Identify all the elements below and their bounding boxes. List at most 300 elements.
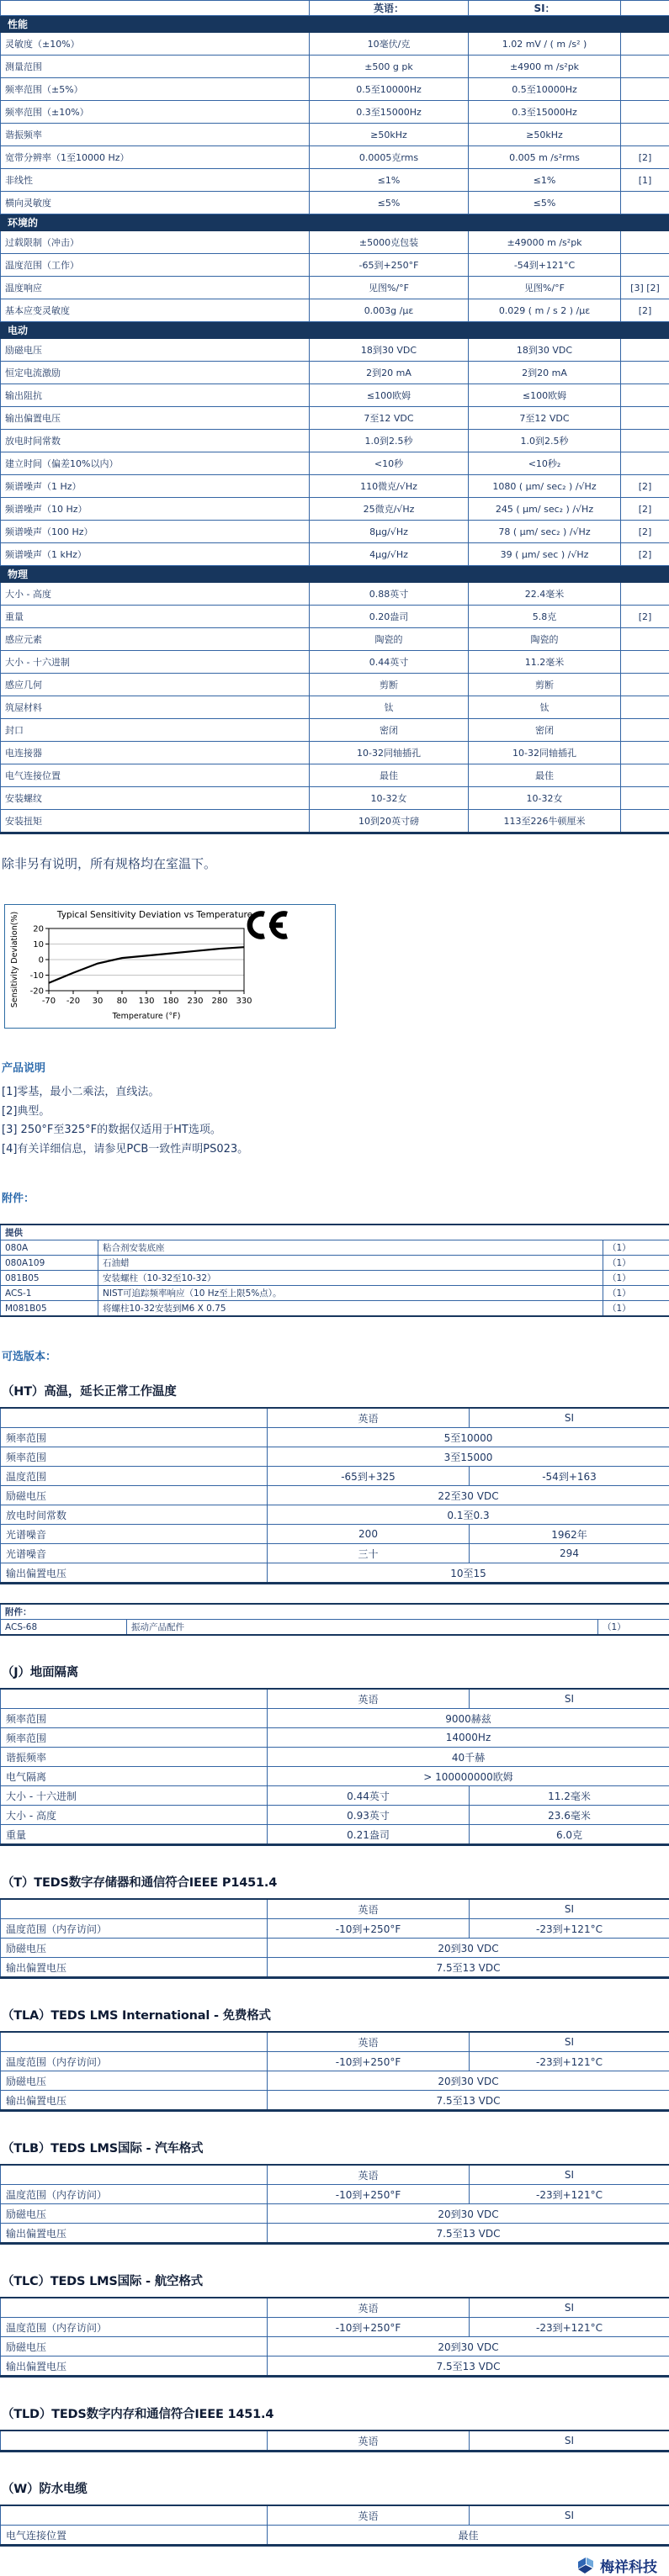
spec-value-si: 0.5至10000Hz xyxy=(469,78,621,101)
optional-section-title: （TLB）TEDS LMS国际 - 汽车格式 xyxy=(2,2139,669,2156)
spec-value-shared: 20到30 VDC xyxy=(268,1939,669,1958)
spec-note xyxy=(621,651,669,674)
spec-label: 励磁电压 xyxy=(1,2071,268,2091)
spec-value-english: 2到20 mA xyxy=(310,362,469,384)
spec-value-si: 113至226牛顿厘米 xyxy=(469,810,621,833)
optional-spec-row xyxy=(1,1748,669,1767)
spec-value-si: 78 ( μm/ sec₂ ) /√Hz xyxy=(469,521,621,543)
accessory-code: ACS-1 xyxy=(1,1286,98,1301)
section-bar xyxy=(1,16,669,33)
spec-note: [2] xyxy=(621,498,669,521)
spec-value-si: 0.029 ( m / s 2 ) /με xyxy=(469,299,621,322)
spec-label: 励磁电压 xyxy=(1,1939,268,1958)
spec-value-english: -65到+250°F xyxy=(310,254,469,277)
optional-section-title: （TLC）TEDS LMS国际 - 航空格式 xyxy=(2,2272,669,2289)
spec-note xyxy=(621,452,669,475)
optional-spec-row xyxy=(1,2052,669,2071)
accessories-header-row xyxy=(1,1225,669,1240)
spec-row xyxy=(1,498,669,521)
accessory-row xyxy=(1,1271,669,1286)
spec-value-english: -10到+250°F xyxy=(268,2185,470,2204)
optional-spec-row xyxy=(1,1806,669,1825)
spec-value-si: ≤100欧姆 xyxy=(469,384,621,407)
si-column-header: SI xyxy=(470,2165,669,2185)
spec-value-si: ≤1% xyxy=(469,169,621,192)
spec-value-english: <10秒 xyxy=(310,452,469,475)
spec-label: 温度范围（工作） xyxy=(1,254,310,277)
accessories-header: 提供 xyxy=(1,1225,669,1240)
spec-note: [2] xyxy=(621,146,669,169)
spec-row xyxy=(1,407,669,430)
spec-value-si: 5.8克 xyxy=(469,606,621,628)
spec-label: 电气连接位置 xyxy=(1,2526,268,2546)
spec-label: 频谱噪声（100 Hz） xyxy=(1,521,310,543)
empty-header-cell xyxy=(1,1899,268,1919)
spec-value-english: 4μg/√Hz xyxy=(310,543,469,566)
optional-spec-row xyxy=(1,2337,669,2356)
spec-value-shared: 22至30 VDC xyxy=(268,1486,669,1505)
product-note-line: [1]零基，最小二乘法，直线法。 xyxy=(2,1083,669,1103)
accessory-qty: （1） xyxy=(603,1271,669,1286)
spec-value-english: ±500 g pk xyxy=(310,56,469,78)
spec-label: 励磁电压 xyxy=(1,339,310,362)
spec-label: 频率范围 xyxy=(1,1447,268,1467)
spec-label: 频谱噪声（1 Hz） xyxy=(1,475,310,498)
optional-versions-title: 可选版本： xyxy=(2,1347,669,1363)
accessory-qty: （1） xyxy=(598,1620,669,1636)
spec-row xyxy=(1,33,669,56)
spec-value-english: 10毫伏/克 xyxy=(310,33,469,56)
spec-note xyxy=(621,339,669,362)
section-bar xyxy=(1,214,669,231)
spec-value-si: 6.0克 xyxy=(470,1825,669,1845)
spec-note: [2] xyxy=(621,543,669,566)
spec-label: 放电时间常数 xyxy=(1,1505,268,1525)
accessories-table xyxy=(0,1224,669,1317)
accessories-header-row xyxy=(1,1604,669,1620)
spec-row xyxy=(1,362,669,384)
spec-note: [1] xyxy=(621,169,669,192)
accessory-row xyxy=(1,1240,669,1256)
spec-value-si: 见图%/°F xyxy=(469,277,621,299)
optional-spec-row xyxy=(1,1563,669,1584)
spec-value-si: <10秒₂ xyxy=(469,452,621,475)
spec-value-shared: 3至15000 xyxy=(268,1447,669,1467)
spec-note xyxy=(621,674,669,696)
spec-label: 过载限制（冲击） xyxy=(1,231,310,254)
accessory-row xyxy=(1,1620,669,1636)
spec-value-si: -23到+121°C xyxy=(470,2185,669,2204)
spec-value-shared: 20到30 VDC xyxy=(268,2071,669,2091)
empty-note-header-cell xyxy=(621,1,669,16)
spec-value-english: 10-32女 xyxy=(310,787,469,810)
spec-row xyxy=(1,696,669,719)
spec-label: 输出偏置电压 xyxy=(1,2356,268,2377)
optional-spec-row xyxy=(1,1544,669,1563)
optional-section-title: （J）地面隔离 xyxy=(2,1663,669,1680)
accessory-code: 081B05 xyxy=(1,1271,98,1286)
product-note-line: [4]有关详细信息，请参见PCB一致性声明PS023。 xyxy=(2,1140,669,1160)
optional-spec-row xyxy=(1,2356,669,2377)
section-title: 电动 xyxy=(1,322,669,339)
svg-text:0: 0 xyxy=(39,956,44,965)
spec-note xyxy=(621,583,669,606)
accessory-qty: （1） xyxy=(603,1286,669,1301)
spec-value-shared: 0.1至0.3 xyxy=(268,1505,669,1525)
empty-header-cell xyxy=(1,2032,268,2052)
optional-spec-row xyxy=(1,1428,669,1447)
si-column-header: SI xyxy=(470,1408,669,1428)
spec-value-english: 110微克/√Hz xyxy=(310,475,469,498)
spec-value-shared: 20到30 VDC xyxy=(268,2204,669,2224)
spec-value-shared: 7.5至13 VDC xyxy=(268,1958,669,1978)
spec-note xyxy=(621,810,669,833)
optional-spec-row xyxy=(1,1505,669,1525)
spec-value-english: ≥50kHz xyxy=(310,124,469,146)
spec-value-english: 见图%/°F xyxy=(310,277,469,299)
spec-label: 频谱噪声（10 Hz） xyxy=(1,498,310,521)
spec-note: [2] xyxy=(621,606,669,628)
spec-value-shared: 10至15 xyxy=(268,1563,669,1584)
spec-value-shared: 7.5至13 VDC xyxy=(268,2091,669,2111)
spec-value-english: 10-32同轴插孔 xyxy=(310,742,469,764)
spec-note xyxy=(621,124,669,146)
optional-unit-header-row xyxy=(1,1899,669,1919)
svg-text:-70: -70 xyxy=(42,997,56,1006)
english-column-header: 英语 xyxy=(268,2032,470,2052)
accessory-description: 振动产品配件 xyxy=(127,1620,598,1636)
spec-label: 谐振频率 xyxy=(1,124,310,146)
spec-value-english: 8μg/√Hz xyxy=(310,521,469,543)
spec-row xyxy=(1,430,669,452)
svg-text:330: 330 xyxy=(236,997,252,1006)
spec-label: 励磁电压 xyxy=(1,2204,268,2224)
optional-spec-row xyxy=(1,1709,669,1728)
spec-value-english: 0.44英寸 xyxy=(268,1786,470,1806)
spec-value-si: 1.0到2.5秒 xyxy=(469,430,621,452)
optional-spec-row xyxy=(1,1447,669,1467)
spec-label: 励磁电压 xyxy=(1,1486,268,1505)
spec-label: 感应几何 xyxy=(1,674,310,696)
spec-note xyxy=(621,719,669,742)
accessory-qty: （1） xyxy=(603,1301,669,1317)
optional-accessories-table xyxy=(0,1603,669,1636)
empty-header-cell xyxy=(1,2431,268,2452)
spec-value-si: 11.2毫米 xyxy=(470,1786,669,1806)
svg-text:20: 20 xyxy=(33,925,44,934)
spec-label: 放电时间常数 xyxy=(1,430,310,452)
spec-label: 温度范围 xyxy=(1,1467,268,1486)
svg-text:-20: -20 xyxy=(30,987,44,997)
spec-value-si: 0.005 m /s²rms xyxy=(469,146,621,169)
spec-value-si: -23到+121°C xyxy=(470,1919,669,1939)
spec-row xyxy=(1,475,669,498)
spec-label: 大小 - 高度 xyxy=(1,1806,268,1825)
english-column-header: 英语 xyxy=(268,2298,470,2318)
optional-section-title: （W）防水电缆 xyxy=(2,2479,669,2497)
si-column-header: SI xyxy=(470,2032,669,2052)
svg-text:180: 180 xyxy=(162,997,178,1006)
accessories-header: 附件： xyxy=(1,1604,669,1620)
spec-value-english: 0.44英寸 xyxy=(310,651,469,674)
spec-row xyxy=(1,742,669,764)
spec-value-english: -10到+250°F xyxy=(268,2052,470,2071)
spec-value-si: -23到+121°C xyxy=(470,2318,669,2337)
spec-label: 建立时间（偏差10%以内） xyxy=(1,452,310,475)
optional-versions-container xyxy=(0,1382,669,2547)
spec-row xyxy=(1,231,669,254)
optional-section-title: （TLD）TEDS数字内存和通信符合IEEE 1451.4 xyxy=(2,2404,669,2422)
spec-value-si: ±4900 m /s²pk xyxy=(469,56,621,78)
svg-text:-10: -10 xyxy=(30,971,44,981)
svg-text:Sensitivity Deviation(%): Sensitivity Deviation(%) xyxy=(10,912,19,1008)
english-column-header: 英语 xyxy=(268,1408,470,1428)
spec-row xyxy=(1,277,669,299)
spec-value-si: -54到+121°C xyxy=(469,254,621,277)
product-notes-title: 产品说明 xyxy=(2,1059,669,1075)
spec-note: [2] xyxy=(621,299,669,322)
spec-label: 频率范围（±5%） xyxy=(1,78,310,101)
spec-value-si: 10-32女 xyxy=(469,787,621,810)
spec-note xyxy=(621,254,669,277)
spec-value-english: 200 xyxy=(268,1525,470,1544)
optional-spec-row xyxy=(1,2224,669,2244)
spec-note xyxy=(621,384,669,407)
spec-value-english: 0.93英寸 xyxy=(268,1806,470,1825)
optional-spec-table xyxy=(0,1407,669,1584)
spec-label: 频率范围 xyxy=(1,1709,268,1728)
english-column-header: 英语 xyxy=(268,2431,470,2452)
optional-spec-row xyxy=(1,2526,669,2546)
accessory-description: 安装螺柱（10-32至10-32） xyxy=(98,1271,603,1286)
spec-label: 输出偏置电压 xyxy=(1,407,310,430)
optional-spec-table xyxy=(0,2430,669,2452)
spec-label: 谐振频率 xyxy=(1,1748,268,1767)
accessory-qty: （1） xyxy=(603,1256,669,1271)
english-column-header: 英语 xyxy=(268,2505,470,2526)
spec-row xyxy=(1,192,669,214)
spec-row xyxy=(1,787,669,810)
company-logo-icon xyxy=(576,2556,596,2576)
spec-label: 重量 xyxy=(1,1825,268,1845)
accessory-code: M081B05 xyxy=(1,1301,98,1317)
spec-value-si: 2到20 mA xyxy=(469,362,621,384)
optional-unit-header-row xyxy=(1,2505,669,2526)
spec-note xyxy=(621,192,669,214)
spec-row xyxy=(1,521,669,543)
spec-label: 温度范围（内存访问） xyxy=(1,2318,268,2337)
empty-header-cell xyxy=(1,2505,268,2526)
si-column-header: SI： xyxy=(469,1,621,16)
spec-label: 大小 - 十六进制 xyxy=(1,1786,268,1806)
spec-row xyxy=(1,56,669,78)
spec-value-english: ≤1% xyxy=(310,169,469,192)
optional-spec-table xyxy=(0,2297,669,2378)
spec-value-shared: 5至10000 xyxy=(268,1428,669,1447)
unit-header-row xyxy=(1,1,669,16)
optional-unit-header-row xyxy=(1,2165,669,2185)
optional-unit-header-row xyxy=(1,2298,669,2318)
optional-spec-table xyxy=(0,2031,669,2112)
english-column-header: 英语 xyxy=(268,2165,470,2185)
spec-value-english: 0.003g /με xyxy=(310,299,469,322)
svg-text:-20: -20 xyxy=(66,997,80,1006)
spec-label: 测量范围 xyxy=(1,56,310,78)
optional-section-title: （T）TEDS数字存储器和通信符合IEEE P1451.4 xyxy=(2,1873,669,1891)
optional-spec-table xyxy=(0,1688,669,1846)
section-bar xyxy=(1,566,669,583)
spec-value-english: 18到30 VDC xyxy=(310,339,469,362)
spec-value-english: ≤100欧姆 xyxy=(310,384,469,407)
spec-label: 筑屋材料 xyxy=(1,696,310,719)
optional-spec-row xyxy=(1,1939,669,1958)
english-column-header: 英语 xyxy=(268,1689,470,1709)
spec-note: [2] xyxy=(621,521,669,543)
optional-spec-row xyxy=(1,2204,669,2224)
spec-label: 大小 - 十六进制 xyxy=(1,651,310,674)
optional-spec-row xyxy=(1,1786,669,1806)
si-column-header: SI xyxy=(470,2431,669,2452)
spec-label: 大小 - 高度 xyxy=(1,583,310,606)
optional-spec-row xyxy=(1,1467,669,1486)
spec-value-shared: > 100000000欧姆 xyxy=(268,1767,669,1786)
accessory-code: 080A xyxy=(1,1240,98,1256)
spec-value-english: 密闭 xyxy=(310,719,469,742)
spec-value-english: 25微克/√Hz xyxy=(310,498,469,521)
spec-row xyxy=(1,452,669,475)
empty-header-cell xyxy=(1,1,310,16)
svg-text:30: 30 xyxy=(93,997,104,1006)
optional-spec-row xyxy=(1,1486,669,1505)
spec-note xyxy=(621,33,669,56)
spec-label: 励磁电压 xyxy=(1,2337,268,2356)
spec-value-english: ≤5% xyxy=(310,192,469,214)
spec-value-english: 0.20盎司 xyxy=(310,606,469,628)
svg-text:Temperature (°F): Temperature (°F) xyxy=(112,1012,181,1021)
spec-note xyxy=(621,430,669,452)
chart-and-ce-row xyxy=(0,904,669,1029)
optional-unit-header-row xyxy=(1,2032,669,2052)
accessories-title: 附件： xyxy=(2,1189,669,1205)
spec-value-english: 陶瓷的 xyxy=(310,628,469,651)
spec-label: 输出偏置电压 xyxy=(1,2091,268,2111)
spec-value-shared: 7.5至13 VDC xyxy=(268,2224,669,2244)
spec-value-si: 11.2毫米 xyxy=(469,651,621,674)
spec-value-si: ±49000 m /s²pk xyxy=(469,231,621,254)
optional-spec-row xyxy=(1,2318,669,2337)
spec-value-si: ≤5% xyxy=(469,192,621,214)
empty-header-cell xyxy=(1,2298,268,2318)
spec-value-english: 0.5至10000Hz xyxy=(310,78,469,101)
spec-label: 输出偏置电压 xyxy=(1,1563,268,1584)
spec-value-english: 0.21盎司 xyxy=(268,1825,470,1845)
footer xyxy=(0,2555,657,2576)
spec-value-english: 最佳 xyxy=(310,764,469,787)
spec-row xyxy=(1,254,669,277)
spec-value-english: 0.88英寸 xyxy=(310,583,469,606)
spec-row xyxy=(1,651,669,674)
si-column-header: SI xyxy=(470,2505,669,2526)
room-temp-note: 除非另有说明，所有规格均在室温下。 xyxy=(2,854,669,872)
optional-spec-table xyxy=(0,2505,669,2547)
spec-value-si: 陶瓷的 xyxy=(469,628,621,651)
accessory-description: 石油蜡 xyxy=(98,1256,603,1271)
svg-text:280: 280 xyxy=(211,997,227,1006)
spec-note xyxy=(621,696,669,719)
section-title: 物理 xyxy=(1,566,669,583)
section-bar xyxy=(1,322,669,339)
spec-label: 灵敏度（±10%） xyxy=(1,33,310,56)
spec-note xyxy=(621,56,669,78)
optional-unit-header-row xyxy=(1,2431,669,2452)
spec-note xyxy=(621,764,669,787)
optional-spec-table xyxy=(0,1898,669,1979)
spec-value-si: 23.6毫米 xyxy=(470,1806,669,1825)
spec-label: 封口 xyxy=(1,719,310,742)
si-column-header: SI xyxy=(470,2298,669,2318)
spec-value-english: 剪断 xyxy=(310,674,469,696)
spec-value-si: 10-32同轴插孔 xyxy=(469,742,621,764)
spec-value-english: 钛 xyxy=(310,696,469,719)
spec-label: 频率范围 xyxy=(1,1428,268,1447)
spec-value-shared: 20到30 VDC xyxy=(268,2337,669,2356)
spec-label: 宽带分辨率（1至10000 Hz） xyxy=(1,146,310,169)
spec-label: 电气连接位置 xyxy=(1,764,310,787)
accessory-description: NIST可追踪频率响应（10 Hz至上限5%点）。 xyxy=(98,1286,603,1301)
spec-label: 频率范围（±10%） xyxy=(1,101,310,124)
spec-label: 横向灵敏度 xyxy=(1,192,310,214)
spec-value-si: 1962年 xyxy=(470,1525,669,1544)
spec-note xyxy=(621,231,669,254)
accessory-description: 将螺柱10-32安装到M6 X 0.75 xyxy=(98,1301,603,1317)
spec-note: [3] [2] xyxy=(621,277,669,299)
spec-label: 频率范围 xyxy=(1,1728,268,1748)
spec-row xyxy=(1,810,669,833)
spec-label: 基本应变灵敏度 xyxy=(1,299,310,322)
spec-value-shared: 9000赫兹 xyxy=(268,1709,669,1728)
spec-label: 重量 xyxy=(1,606,310,628)
spec-value-english: 7至12 VDC xyxy=(310,407,469,430)
spec-label: 温度范围（内存访问） xyxy=(1,2052,268,2071)
svg-text:130: 130 xyxy=(138,997,154,1006)
svg-text:10: 10 xyxy=(33,940,44,949)
spec-label: 电连接器 xyxy=(1,742,310,764)
accessory-code: ACS-68 xyxy=(1,1620,127,1636)
spec-note xyxy=(621,407,669,430)
spec-row xyxy=(1,339,669,362)
spec-row xyxy=(1,583,669,606)
main-spec-table xyxy=(0,0,669,834)
english-column-header: 英语： xyxy=(310,1,469,16)
spec-row xyxy=(1,543,669,566)
spec-row xyxy=(1,628,669,651)
svg-text:230: 230 xyxy=(187,997,203,1006)
optional-spec-row xyxy=(1,1958,669,1978)
spec-value-si: 18到30 VDC xyxy=(469,339,621,362)
empty-header-cell xyxy=(1,1689,268,1709)
spec-value-si: 294 xyxy=(470,1544,669,1563)
spec-value-si: -23到+121°C xyxy=(470,2052,669,2071)
spec-label: 温度响应 xyxy=(1,277,310,299)
spec-value-si: 剪断 xyxy=(469,674,621,696)
spec-value-english: -65到+325 xyxy=(268,1467,470,1486)
section-title: 性能 xyxy=(1,16,669,33)
spec-value-si: -54到+163 xyxy=(470,1467,669,1486)
spec-value-si: 0.3至15000Hz xyxy=(469,101,621,124)
spec-label: 频谱噪声（1 kHz） xyxy=(1,543,310,566)
spec-note xyxy=(621,787,669,810)
spec-value-si: 1.02 mV / ( m /s² ) xyxy=(469,33,621,56)
